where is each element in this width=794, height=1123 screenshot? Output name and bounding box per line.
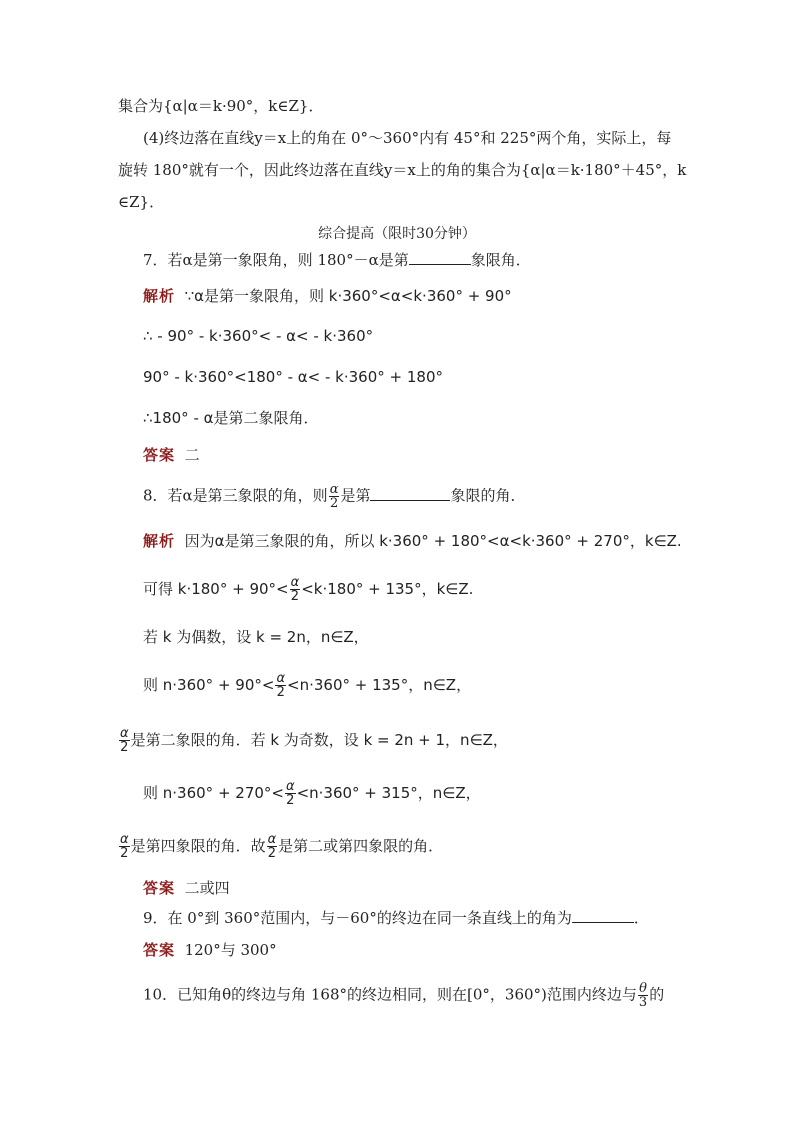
solution-text: 可得 k·180° + 90°< <box>143 580 289 598</box>
section-title: 综合提高（限时30分钟） <box>318 226 476 242</box>
solution-line <box>143 286 512 306</box>
question-10 <box>143 982 664 1009</box>
solution-text: 是第二或第四象限的角． <box>278 837 444 855</box>
text-line: 集合为{α|α＝k·90°，k∈Z}． <box>118 97 324 115</box>
solution-line: ∴180° - α是第二象限角． <box>143 409 319 427</box>
fraction-alpha-half: $\frac{\alpha}{2}$ <box>267 832 277 861</box>
fraction-theta-third: $\frac{\theta}{3}$ <box>638 981 648 1010</box>
question-text: 是第 <box>340 486 371 505</box>
solution-label: 解析 <box>143 532 176 550</box>
solution-text: 则 n·360° + 90°< <box>143 676 275 694</box>
fraction-alpha-half: $\frac{\alpha}{2}$ <box>329 482 339 511</box>
solution-line: ∴ - 90° - k·360°< - α< - k·360° <box>143 327 374 345</box>
solution-text: ∵α是第一象限角，则 k·360°<α<k·360° + 90° <box>184 287 512 305</box>
answer-blank <box>409 250 471 265</box>
answer-line <box>143 878 230 898</box>
solution-text: 是第二象限的角．若 k 为奇数，设 k = 2n + 1，n∈Z， <box>130 731 508 749</box>
solution-text: 则 n·360° + 270°< <box>143 784 284 802</box>
answer-text: 二或四 <box>184 879 230 897</box>
solution-line <box>143 672 471 699</box>
question-8 <box>143 483 526 510</box>
solution-text: <n·360° + 135°，n∈Z， <box>287 676 472 694</box>
solution-text: 是第四象限的角．故 <box>130 837 266 855</box>
answer-line <box>143 940 277 960</box>
text-line: 旋转 180°就有一个，因此终边落在直线y＝x上的角的集合为{α|α＝k·180°＋45°，k <box>118 161 687 179</box>
solution-line <box>118 727 508 754</box>
question-text: 的 <box>649 985 665 1004</box>
solution-line: 90° - k·360°<180° - α< - k·360° + 180° <box>143 368 443 386</box>
question-text: 7．若α是第一象限角，则 180°－α是第 <box>143 251 409 269</box>
question-7 <box>143 250 531 270</box>
solution-line <box>143 531 682 551</box>
question-text: 10．已知角θ的终边与角 168°的终边相同，则在[0°，360°)范围内终边与 <box>143 985 637 1004</box>
answer-text: 二 <box>184 446 200 464</box>
solution-line <box>143 780 481 807</box>
question-text: 象限的角． <box>450 486 526 505</box>
question-text: 象限角． <box>470 251 531 269</box>
fraction-alpha-half: $\frac{\alpha}{2}$ <box>120 832 129 861</box>
question-9 <box>143 908 649 928</box>
answer-label: 答案 <box>143 879 176 897</box>
fraction-alpha-half: $\frac{\alpha}{2}$ <box>120 726 129 755</box>
answer-line <box>143 445 200 465</box>
question-text: 8．若α是第三象限的角，则 <box>143 486 328 505</box>
answer-blank <box>370 486 450 501</box>
fraction-alpha-half: $\frac{\alpha}{2}$ <box>276 671 286 700</box>
solution-label: 解析 <box>143 287 176 305</box>
solution-line: 若 k 为偶数，设 k = 2n，n∈Z， <box>143 628 369 646</box>
question-text: 9．在 0°到 360°范围内，与－60°的终边在同一条直线上的角为 <box>143 909 572 927</box>
solution-text: <n·360° + 315°，n∈Z， <box>296 784 481 802</box>
answer-text: 120°与 300° <box>184 941 277 959</box>
fraction-alpha-half: $\frac{\alpha}{2}$ <box>285 779 295 808</box>
solution-text: <k·180° + 135°，k∈Z. <box>301 580 474 598</box>
question-text: ． <box>633 909 649 927</box>
text-line: ∈Z}． <box>118 193 165 211</box>
fraction-alpha-half: $\frac{\alpha}{2}$ <box>290 575 300 604</box>
answer-label: 答案 <box>143 446 176 464</box>
answer-label: 答案 <box>143 941 176 959</box>
solution-line <box>118 833 443 860</box>
answer-blank <box>572 908 634 923</box>
text-line: (4)终边落在直线y＝x上的角在 0°～360°内有 45°和 225°两个角，实际上，每 <box>143 129 672 147</box>
solution-text: 因为α是第三象限的角，所以 k·360° + 180°<α<k·360° + 270°，k∈Z. <box>184 532 682 550</box>
solution-line <box>143 576 473 603</box>
